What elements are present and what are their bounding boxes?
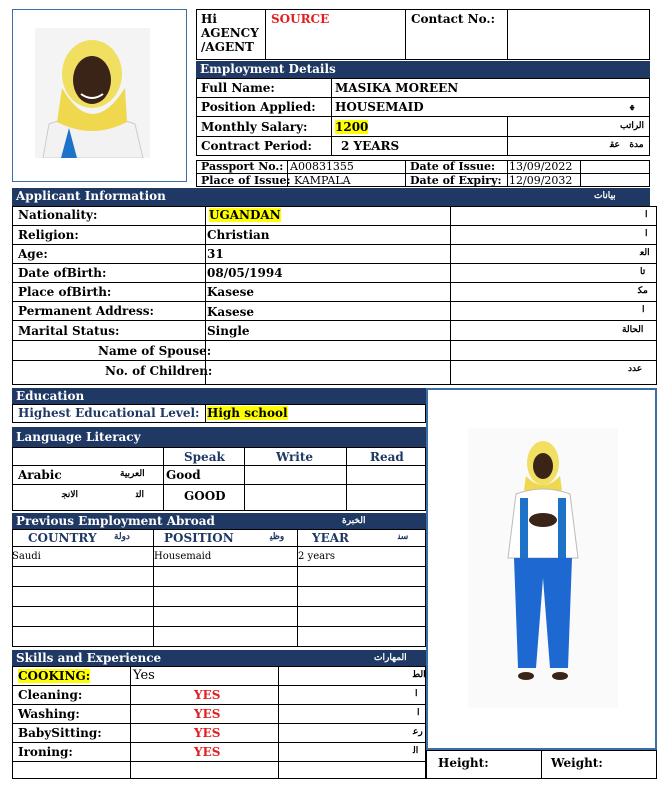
agency-line-1: Hi xyxy=(201,12,217,26)
issue-date-value: 13/09/2022 xyxy=(509,160,573,173)
arabic-mark: ﺍﻟﻌ xyxy=(640,248,650,258)
agency-line-3: /AGENT xyxy=(201,40,254,54)
prev-country-value: Saudi xyxy=(12,551,41,562)
religion-label: Religion: xyxy=(18,228,79,242)
dob-value: 08/05/1994 xyxy=(207,266,283,280)
col-write: Write xyxy=(276,450,313,464)
education-level-value: High school xyxy=(207,406,288,420)
position-label: Position Applied: xyxy=(201,100,316,114)
portrait-photo xyxy=(35,28,150,158)
arabic-mark: ﺍﻟﺮﺍﺗﺐ xyxy=(620,121,645,131)
language-arabic-ar: العربية xyxy=(120,469,145,479)
arabic-mark: ﻋﺪﺩ xyxy=(628,364,643,374)
arabic-mark: ﻭﻇﻴ xyxy=(270,532,285,542)
arabic-mark: ﺭﻋ xyxy=(413,727,423,737)
agency-label xyxy=(201,12,259,54)
nationality-value: UGANDAN xyxy=(209,208,281,222)
contract-label: Contract Period: xyxy=(201,139,312,153)
source-label: SOURCE xyxy=(271,12,330,26)
col-year: YEAR xyxy=(312,531,349,545)
age-value: 31 xyxy=(207,247,224,261)
spouse-label: Name of Spouse: xyxy=(98,344,212,358)
arabic-mark: ﺍ xyxy=(645,210,648,220)
issue-place-value: KAMPALA xyxy=(294,174,351,187)
full-name-value: MASIKA MOREEN xyxy=(335,81,459,95)
address-value: Kasese xyxy=(207,305,254,319)
employment-details-header: Employment Details xyxy=(196,61,650,78)
skill-washing-value: YES xyxy=(194,707,221,721)
weight-label: Weight: xyxy=(551,756,603,770)
previous-employment-title: Previous Employment Abroad xyxy=(16,514,215,528)
pob-value: Kasese xyxy=(207,285,254,299)
marital-label: Marital Status: xyxy=(18,324,120,338)
skill-ironing-label: Ironing: xyxy=(18,745,73,759)
address-label: Permanent Address: xyxy=(18,304,154,318)
arabic-mark: ﺍ xyxy=(642,305,645,315)
issue-place-label: Place of Issue: xyxy=(201,174,291,187)
pob-label: Place ofBirth: xyxy=(18,285,112,299)
height-label: Height: xyxy=(438,756,489,770)
expiry-label: Date of Expiry: xyxy=(410,174,502,187)
skills-header xyxy=(12,650,426,666)
arabic-mark: ﺍﻟﻄ xyxy=(413,670,426,680)
skill-cleaning-value: YES xyxy=(194,688,221,702)
arabic-mark: ﺍ xyxy=(417,708,420,718)
salary-label: Monthly Salary: xyxy=(201,120,308,134)
prev-year-value: 2 years xyxy=(298,551,335,562)
arabic-mark: ﺍ xyxy=(415,689,418,699)
arabic-mark: ﻣﺪﺓ ﻋﻘ xyxy=(610,140,644,150)
arabic-mark: ﻣﻜ xyxy=(638,286,648,296)
issue-date-label: Date of Issue: xyxy=(410,160,496,173)
skill-washing-label: Washing: xyxy=(18,707,80,721)
skill-ironing-value: YES xyxy=(194,745,221,759)
age-label: Age: xyxy=(18,247,48,261)
education-level-label: Highest Educational Level: xyxy=(18,406,200,420)
language-arabic: Arabic xyxy=(18,468,62,482)
col-country: COUNTRY xyxy=(28,531,97,545)
arabic-mark: ﻬ xyxy=(630,101,635,111)
position-value: HOUSEMAID xyxy=(335,100,424,114)
previous-employment-header xyxy=(12,513,426,529)
full-name-label: Full Name: xyxy=(201,81,275,95)
religion-value: Christian xyxy=(207,228,270,242)
dob-label: Date ofBirth: xyxy=(18,266,107,280)
language-arabic-speak: Good xyxy=(166,468,201,482)
expiry-value: 12/09/2032 xyxy=(509,174,573,187)
education-header: Education xyxy=(12,388,426,404)
applicant-info-title: Applicant Information xyxy=(16,189,166,203)
prev-position-value: Housemaid xyxy=(154,551,212,562)
full-body-photo xyxy=(468,428,618,708)
skill-cooking-label: COOKING: xyxy=(18,669,91,683)
language-english-speak: GOOD xyxy=(184,489,226,503)
marital-value: Single xyxy=(207,324,250,338)
agency-line-2: AGENCY xyxy=(201,26,259,40)
col-position: POSITION xyxy=(164,531,234,545)
arabic-mark: ﺍﻟﺤﺎﻟﺔ xyxy=(622,325,644,335)
skill-cooking-value: Yes xyxy=(133,668,155,683)
arabic-mark: ﺑﻴﺎﻧﺎﺕ xyxy=(594,191,616,201)
col-read: Read xyxy=(370,450,404,464)
arabic-mark: ﺳﻨ xyxy=(398,532,409,542)
salary-value: 1200 xyxy=(335,120,369,134)
language-header: Language Literacy xyxy=(12,427,426,447)
applicant-info-header xyxy=(12,188,650,206)
children-label: No. of Children: xyxy=(105,364,213,378)
arabic-mark: ﺗﺎ xyxy=(640,267,646,277)
col-speak: Speak xyxy=(184,450,225,464)
skill-cleaning-label: Cleaning: xyxy=(18,688,83,702)
arabic-mark: ﺍﻟﺨﺒﺮﺓ xyxy=(342,516,366,526)
nationality-label: Nationality: xyxy=(18,208,98,222)
arabic-mark: ﺍ xyxy=(645,229,648,239)
skills-title: Skills and Experience xyxy=(16,651,162,665)
full-body-photo-frame xyxy=(426,388,657,750)
skill-babysitting-value: YES xyxy=(194,726,221,740)
col-country-ar: دولة xyxy=(114,532,130,542)
arabic-mark: ﺍﻟﺘ xyxy=(136,490,144,500)
arabic-mark: ﺍﻟ xyxy=(413,746,419,756)
arabic-mark: ﺍﻻﻧﺠ xyxy=(62,490,78,500)
contract-value: 2 YEARS xyxy=(341,139,400,153)
contact-label: Contact No.: xyxy=(411,12,495,26)
arabic-mark: ﺍﻟﻤﻬﺎﺭﺍﺕ xyxy=(374,653,407,663)
skill-babysitting-label: BabySitting: xyxy=(18,726,102,740)
passport-label: Passport No.: xyxy=(201,160,284,173)
passport-value: A00831355 xyxy=(290,160,354,173)
portrait-photo-frame xyxy=(12,9,187,182)
